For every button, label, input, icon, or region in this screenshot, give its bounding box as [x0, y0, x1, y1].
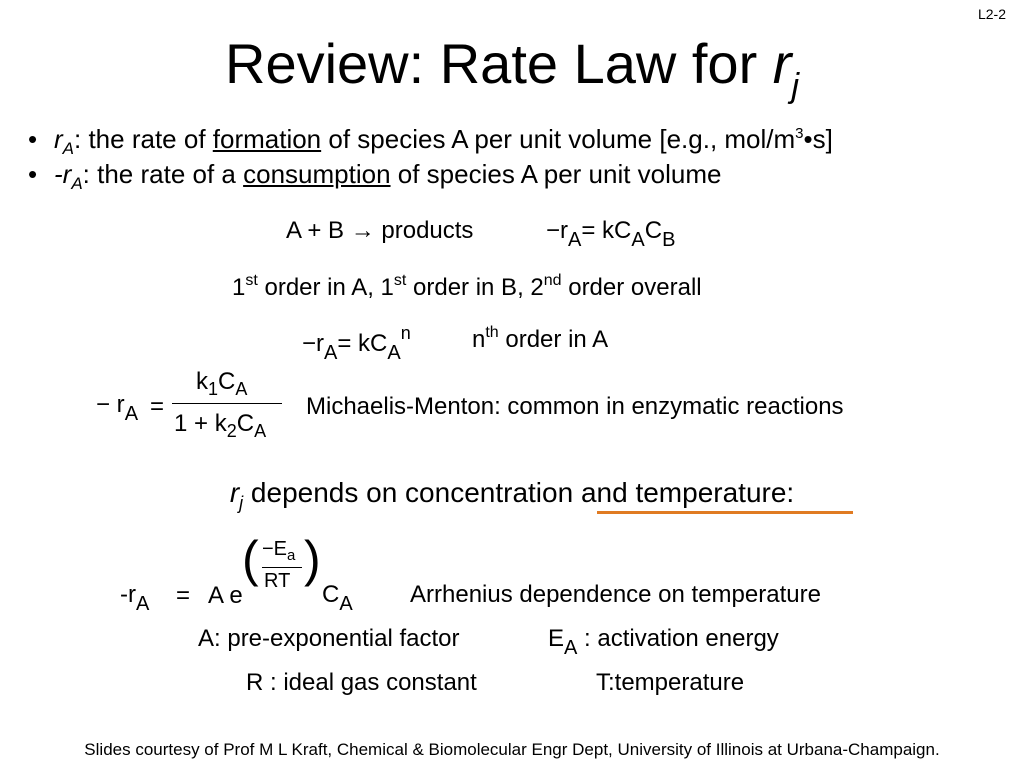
def-symbol: E — [548, 625, 565, 652]
depends-symbol-sub: j — [239, 493, 244, 513]
order-text: order overall — [561, 274, 702, 301]
mm-equals: = — [150, 393, 165, 420]
eq-sub: B — [662, 229, 676, 251]
bullet-text: : the rate of — [74, 124, 213, 154]
order-sup: st — [393, 272, 407, 289]
eq-rhs: = kC — [337, 330, 388, 357]
title-prefix: Review: Rate Law for — [225, 32, 773, 95]
exp-numerator — [262, 538, 295, 564]
bullet-marker: • — [28, 159, 38, 189]
eq-c2: C — [644, 217, 663, 244]
eq-lhs: -r — [120, 581, 136, 608]
note-text: n — [472, 326, 486, 353]
mm-fraction-bar — [172, 403, 282, 404]
def-pre-exponential: A: pre-exponential factor — [198, 625, 460, 652]
bullet-emphasis: consumption — [243, 159, 391, 189]
exp-num: −E — [262, 538, 288, 560]
title-symbol-sub: j — [791, 67, 799, 105]
rate-law-nth-order — [302, 318, 411, 368]
exp-num-sub: a — [287, 547, 296, 564]
def-temperature: T:temperature — [596, 669, 745, 696]
arrhenius-c — [322, 580, 353, 619]
den-sub: 2 — [226, 421, 237, 441]
reaction-equation: A + B → products — [286, 217, 474, 244]
title-symbol: r — [772, 32, 792, 95]
num-sub: A — [235, 379, 248, 399]
slide-number: L2-2 — [977, 6, 1006, 22]
num-sub: 1 — [208, 379, 219, 399]
eq-lhs: −r — [302, 330, 325, 357]
den-sub: A — [254, 421, 267, 441]
mm-numerator — [196, 368, 247, 400]
bullet-text: of species A per unit volume — [390, 159, 722, 189]
order-text: order in A, 1 — [257, 274, 394, 301]
arrhenius-note: Arrhenius dependence on temperature — [410, 581, 821, 608]
order-text: order in B, 2 — [406, 274, 544, 301]
order-sup: nd — [543, 272, 562, 289]
bullet-symbol: -r — [54, 159, 72, 189]
mm-denominator — [174, 410, 266, 442]
bullet-text: •s] — [803, 124, 833, 154]
arrhenius-a-e: A e — [208, 582, 243, 609]
bullet-symbol-sub: A — [62, 139, 75, 158]
accent-underline — [597, 511, 853, 514]
order-text: 1 — [232, 274, 246, 301]
bullet-symbol-sub: A — [71, 174, 83, 193]
eq-power: n — [400, 323, 411, 343]
eq-sub: A — [339, 593, 353, 615]
def-gas-constant: R : ideal gas constant — [246, 669, 477, 696]
rate-law-first-order — [546, 216, 675, 255]
depends-statement — [0, 476, 1024, 520]
def-symbol-sub: A — [564, 637, 578, 659]
den-c: C — [236, 410, 255, 437]
arrhenius-lhs — [120, 580, 149, 619]
note-sup: th — [485, 324, 499, 341]
eq-lhs: −r — [546, 217, 569, 244]
note-text: order in A — [498, 326, 609, 353]
eq-c: C — [322, 581, 340, 608]
bullet-consumption — [28, 158, 722, 200]
eq-sub: A — [387, 342, 401, 364]
def-activation-energy — [548, 624, 779, 663]
exp-denominator: RT — [264, 570, 291, 592]
slide-title — [0, 32, 1024, 118]
bullet-text: : the rate of a — [82, 159, 244, 189]
eq-sub: A — [631, 229, 645, 251]
eq-lhs-sub: A — [568, 229, 582, 251]
bullet-marker: • — [28, 124, 38, 154]
def-text: : activation energy — [577, 625, 779, 652]
eq-lhs-sub: A — [135, 593, 150, 615]
num-k: k — [196, 368, 208, 395]
den-k: 1 + k — [174, 410, 227, 437]
footer-credit: Slides courtesy of Prof M L Kraft, Chemical & Biomolecular Engr Dept, University of Illinois at Urbana-Champaign. — [84, 740, 940, 759]
mm-lhs — [96, 390, 138, 429]
nth-order-note — [472, 318, 608, 355]
mm-note: Michaelis-Menton: common in enzymatic reactions — [306, 393, 844, 420]
num-c: C — [218, 368, 236, 395]
order-sup: st — [245, 272, 258, 289]
exp-fraction-bar — [262, 567, 302, 568]
eq-lhs-sub: A — [324, 342, 338, 364]
exp-close-paren: ) — [304, 531, 321, 587]
order-description — [232, 266, 702, 303]
depends-text: depends on concentration and temperature: — [243, 477, 795, 508]
bullet-superscript: 3 — [795, 125, 804, 142]
eq-lhs-sub: A — [124, 403, 139, 425]
exp-open-paren: ( — [242, 531, 259, 587]
eq-rhs: = kC — [581, 217, 632, 244]
depends-symbol: r — [229, 477, 240, 508]
bullet-symbol: r — [54, 124, 63, 154]
arrhenius-equals: = — [176, 582, 191, 609]
eq-lhs: − r — [96, 391, 125, 418]
bullet-emphasis: formation — [212, 124, 322, 154]
bullet-text: of species A per unit volume [e.g., mol/m — [321, 124, 796, 154]
